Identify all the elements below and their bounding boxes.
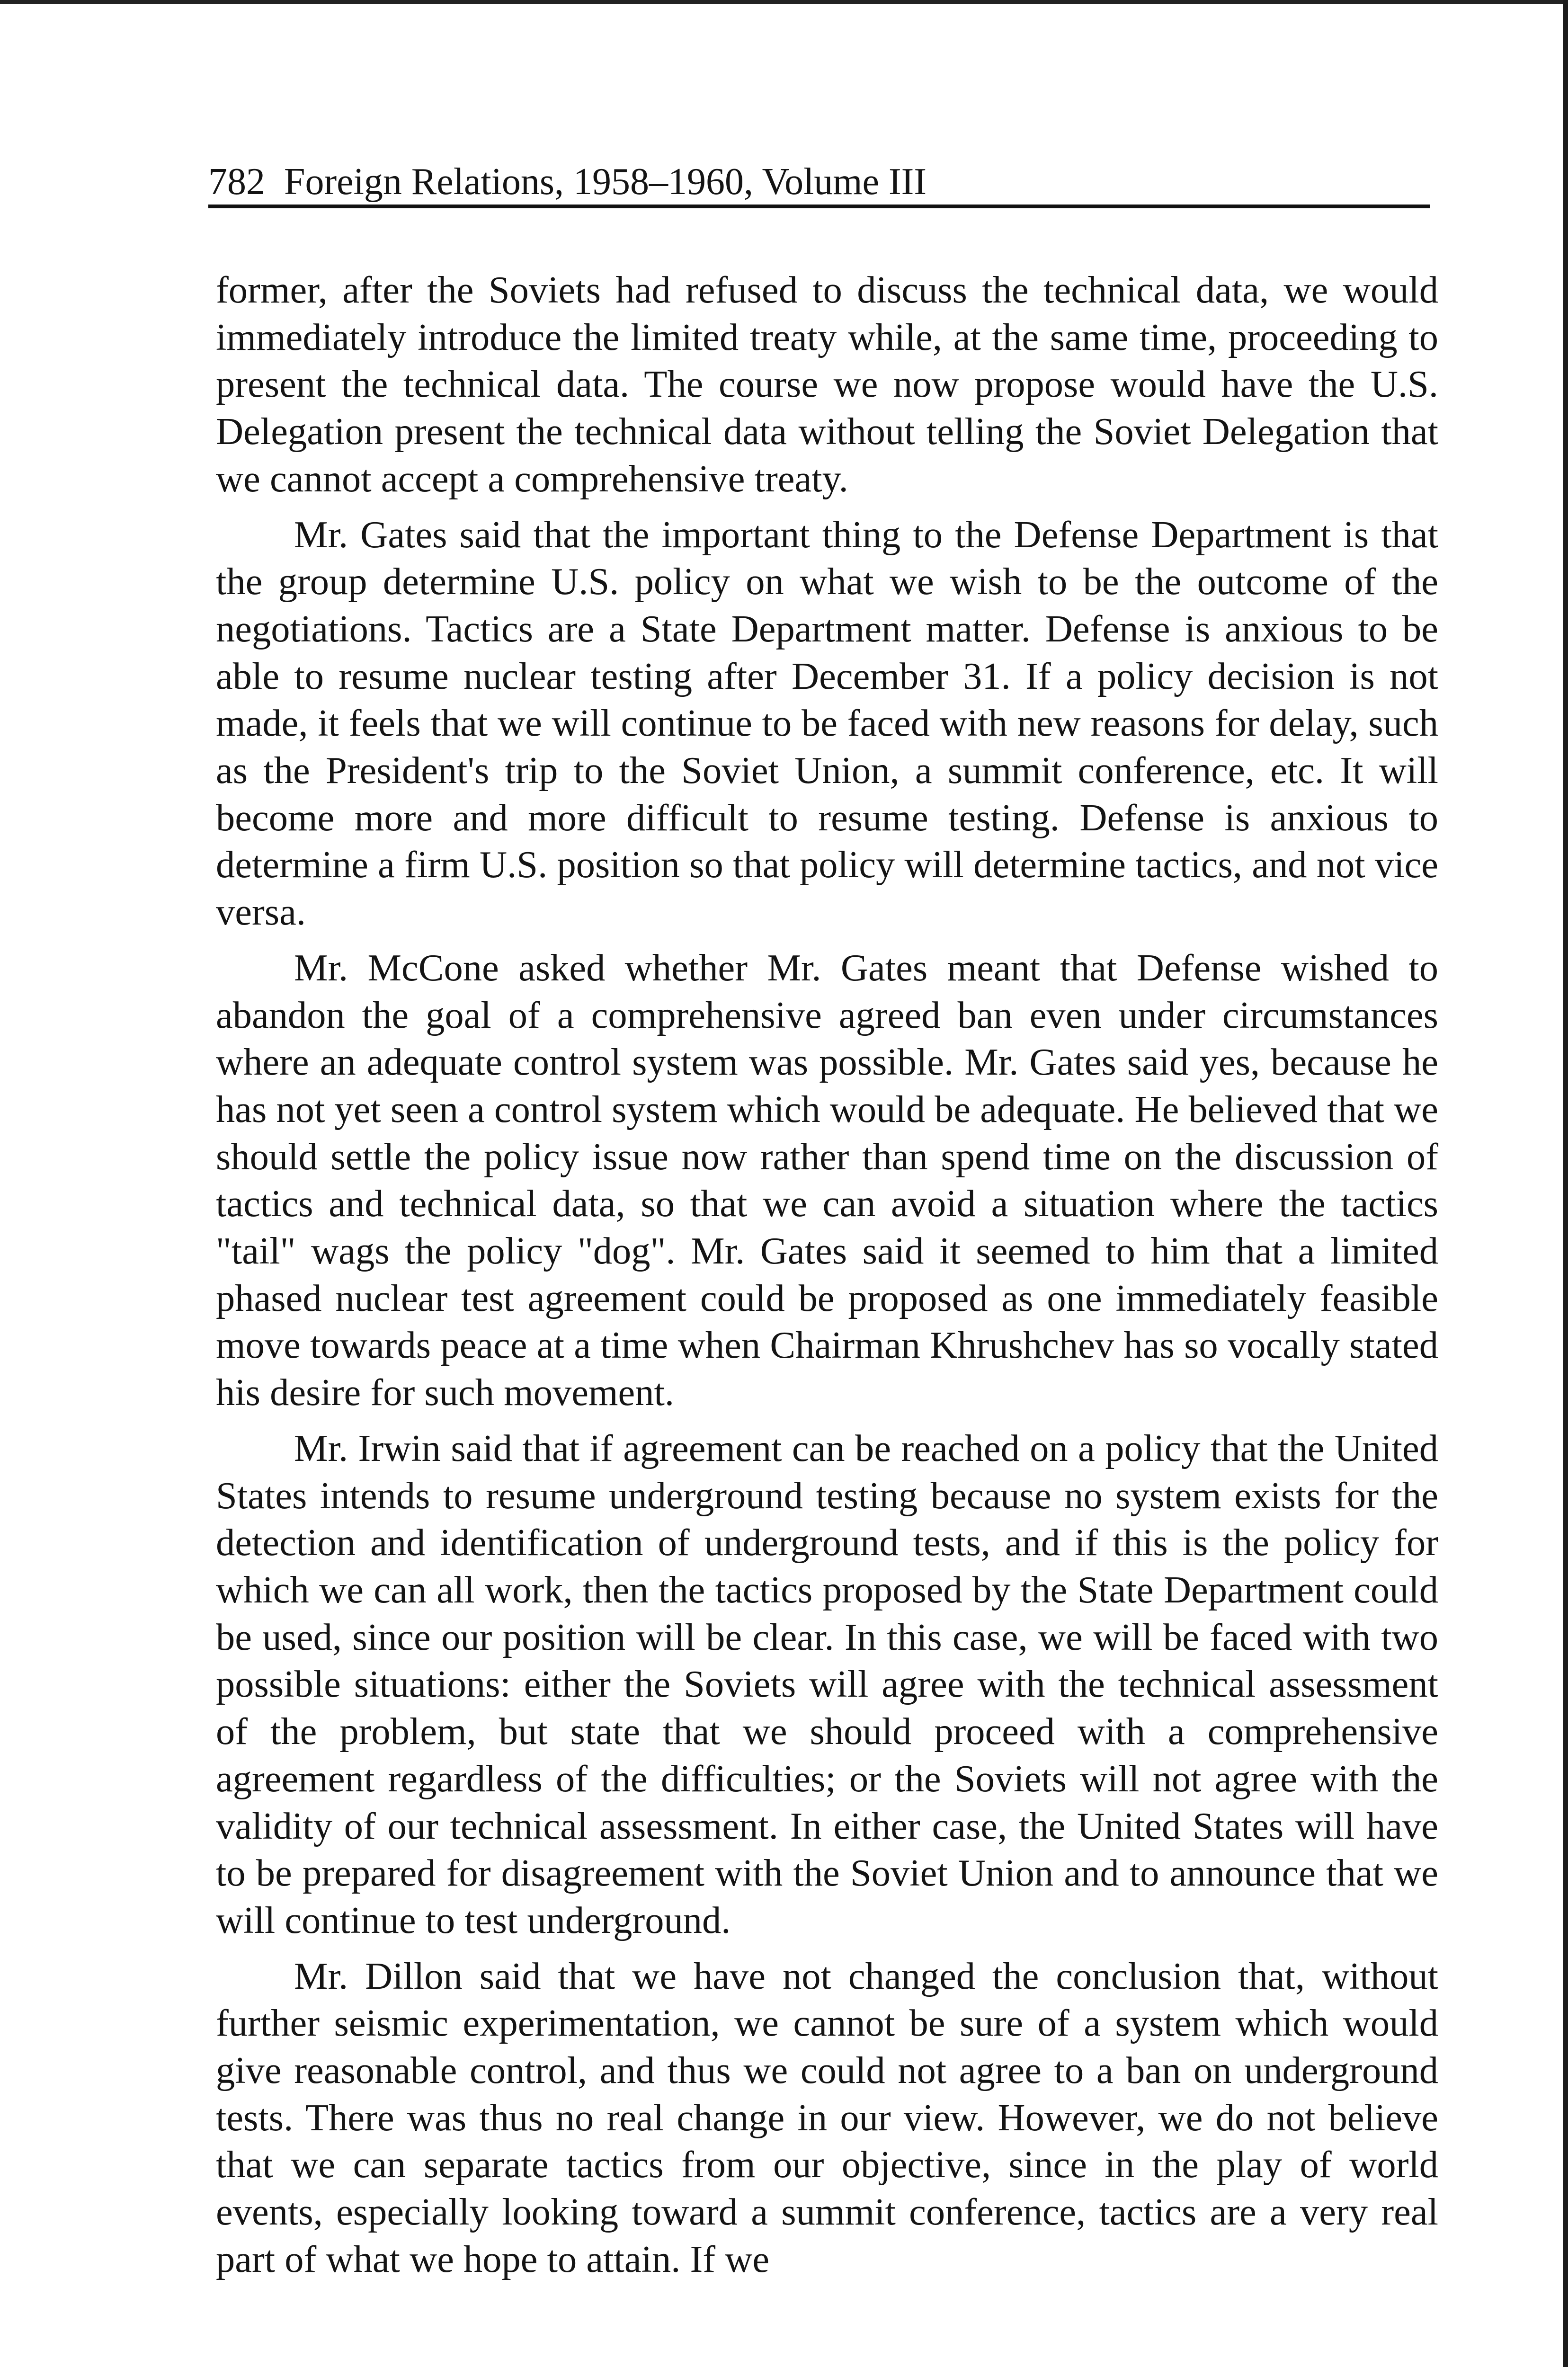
paragraph-mccone: Mr. McCone asked whether Mr. Gates meant that Defense wished to abandon the goal of a comprehensive agreed ban even under circumstances where an adequate control system was possible. Mr. Gates said yes, because he has not yet seen a control system which would be adequate. He believed that we should settle the policy issue now rather than spend time on the discussion of tactics and technical data, so that we can avoid a situation where the tactics "tail" wags the policy "dog". Mr. Gates said it seemed to him that a limited phased nuclear test agreement could be proposed as one immediately feasible move towards peace at a time when Chairman Khrushchev has so vocally stated his desire for such movement. [216, 946, 1438, 1414]
running-head [208, 160, 1430, 204]
paragraph-dillon: Mr. Dillon said that we have not changed the conclusion that, without further seismic experimentation, we cannot be sure of a system which would give reasonable control, and thus we could not agree to a ban on underground tests. There was thus no real change in our view. However, we do not believe that we can separate tactics from our objective, since in the play of world events, especially looking toward a summit conference, tactics are a very real part of what we hope to attain. If we [216, 1955, 1438, 2280]
paragraph-irwin: Mr. Irwin said that if agreement can be reached on a policy that the United States intends to resume underground testing because no system exists for the detection and identification of underground tests, and if this is the policy for which we can all work, then the tactics proposed by the State Department could be used, since our position will be clear. In this case, we will be faced with two possible situations: either the Soviets will agree with the technical assessment of the problem, but state that we should proceed with a comprehensive agreement regardless of the difficulties; or the Soviets will not agree with the validity of our technical assessment. In either case, the United States will have to be prepared for disagreement with the Soviet Union and to announce that we will continue to test underground. [216, 1427, 1438, 1941]
page-number: 782 [208, 161, 265, 203]
page-body [216, 267, 1438, 2292]
scan-border-right [1563, 0, 1568, 2367]
header-rule [208, 205, 1430, 208]
scan-border-top [0, 0, 1568, 4]
paragraph-gates: Mr. Gates said that the important thing to the Defense Department is that the group determine U.S. policy on what we wish to be the outcome of the negotiations. Tactics are a State Department matter. Defense is anxious to be able to resume nuclear testing after December 31. If a policy decision is not made, it feels that we will continue to be faced with new reasons for delay, such as the President's trip to the Soviet Union, a summit conference, etc. It will become more and more difficult to resume testing. Defense is anxious to determine a firm U.S. position so that policy will determine tactics, and not vice versa. [216, 513, 1438, 934]
paragraph-continued: former, after the Soviets had refused to discuss the technical data, we would immediately introduce the limited treaty while, at the same time, proceeding to present the technical data. The course we now propose would have the U.S. Delegation present the technical data without telling the Soviet Delegation that we cannot accept a comprehensive treaty. [216, 269, 1438, 500]
book-title: Foreign Relations, 1958–1960, Volume III [284, 161, 927, 203]
